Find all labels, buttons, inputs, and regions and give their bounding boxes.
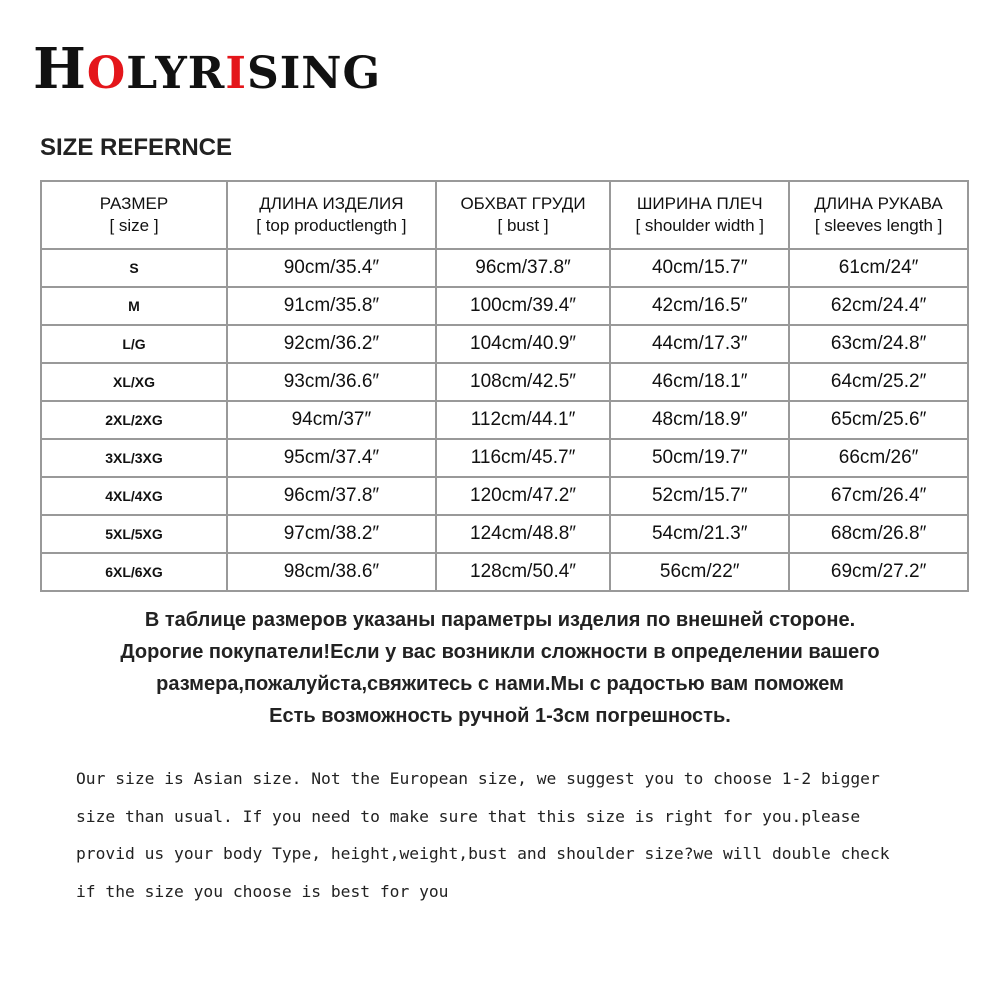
measure-cell: 44cm/17.3″ <box>610 325 789 363</box>
note-line: В таблице размеров указаны параметры изделия по внешней стороне. <box>144 609 856 631</box>
measure-cell: 98cm/38.6″ <box>227 553 436 591</box>
note-line: Есть возможность ручной 1-3см погрешность. <box>269 705 731 727</box>
measure-cell: 93cm/36.6″ <box>227 363 436 401</box>
column-header <box>436 181 610 249</box>
measure-cell: 64cm/25.2″ <box>789 363 968 401</box>
measure-cell: 96cm/37.8″ <box>227 477 436 515</box>
table-row <box>41 287 968 325</box>
table-row <box>41 401 968 439</box>
size-cell: 4XL/4XG <box>41 477 227 515</box>
measure-cell: 61cm/24″ <box>789 249 968 287</box>
page-title: SIZE REFERNCE <box>40 134 233 161</box>
note-line: provid us your body Type, height,weight,bust and shoulder size?we will double check <box>76 844 890 863</box>
measure-cell: 42cm/16.5″ <box>610 287 789 325</box>
measure-cell: 97cm/38.2″ <box>227 515 436 553</box>
measure-cell: 68cm/26.8″ <box>789 515 968 553</box>
table-row <box>41 553 968 591</box>
measure-cell: 40cm/15.7″ <box>610 249 789 287</box>
measure-cell: 112cm/44.1″ <box>436 401 610 439</box>
size-cell: 3XL/3XG <box>41 439 227 477</box>
measure-cell: 128cm/50.4″ <box>436 553 610 591</box>
header-en: [ size ] <box>109 216 159 235</box>
header-en: [ sleeves length ] <box>814 216 943 235</box>
measure-cell: 104cm/40.9″ <box>436 325 610 363</box>
measure-cell: 48cm/18.9″ <box>610 401 789 439</box>
size-cell: XL/XG <box>41 363 227 401</box>
measure-cell: 65cm/25.6″ <box>789 401 968 439</box>
note-line: Дорогие покупатели!Если у вас возникли сложности в определении вашего <box>120 641 880 663</box>
measure-cell: 69cm/27.2″ <box>789 553 968 591</box>
column-header <box>610 181 789 249</box>
logo-letter: LYR <box>126 48 226 99</box>
measure-cell: 56cm/22″ <box>610 553 789 591</box>
measure-cell: 90cm/35.4″ <box>227 249 436 287</box>
brand-logo <box>33 36 381 102</box>
header-ru: ОБХВАТ ГРУДИ <box>460 194 586 213</box>
header-ru: ШИРИНА ПЛЕЧ <box>636 194 763 213</box>
header-en: [ shoulder width ] <box>635 216 764 235</box>
note-line: размера,пожалуйста,свяжитесь с нами.Мы с радостью вам поможем <box>156 673 844 695</box>
measure-cell: 116cm/45.7″ <box>436 439 610 477</box>
measure-cell: 62cm/24.4″ <box>789 287 968 325</box>
notes-english <box>76 760 986 910</box>
header-en: [ top productlength ] <box>256 216 407 235</box>
measure-cell: 100cm/39.4″ <box>436 287 610 325</box>
note-line: if the size you choose is best for you <box>76 881 449 901</box>
measure-cell: 92cm/36.2″ <box>227 325 436 363</box>
note-line: Our size is Asian size. Not the European size, we suggest you to choose 1-2 bigger <box>76 769 880 788</box>
column-header <box>227 181 436 249</box>
note-line: size than usual. If you need to make sure that this size is right for you.please <box>76 806 861 826</box>
header-ru: РАЗМЕР <box>99 194 169 213</box>
measure-cell: 120cm/47.2″ <box>436 477 610 515</box>
header-ru: ДЛИНА ИЗДЕЛИЯ <box>259 194 404 213</box>
measure-cell: 108cm/42.5″ <box>436 363 610 401</box>
column-header <box>41 181 227 249</box>
column-header <box>789 181 968 249</box>
measure-cell: 63cm/24.8″ <box>789 325 968 363</box>
measure-cell: 54cm/21.3″ <box>610 515 789 553</box>
logo-letter: H <box>33 36 87 102</box>
measure-cell: 52cm/15.7″ <box>610 477 789 515</box>
measure-cell: 66cm/26″ <box>789 439 968 477</box>
logo-letter: O <box>86 48 127 99</box>
notes-russian <box>0 604 1000 732</box>
measure-cell: 95cm/37.4″ <box>227 439 436 477</box>
measure-cell: 46cm/18.1″ <box>610 363 789 401</box>
header-ru: ДЛИНА РУКАВА <box>814 194 943 213</box>
size-cell: 5XL/5XG <box>41 515 227 553</box>
measure-cell: 124cm/48.8″ <box>436 515 610 553</box>
measure-cell: 96cm/37.8″ <box>436 249 610 287</box>
size-cell: 6XL/6XG <box>41 553 227 591</box>
header-en: [ bust ] <box>497 216 549 235</box>
table-row <box>41 249 968 287</box>
size-cell: 2XL/2XG <box>41 401 227 439</box>
measure-cell: 50cm/19.7″ <box>610 439 789 477</box>
size-table <box>40 180 969 592</box>
measure-cell: 94cm/37″ <box>227 401 436 439</box>
logo-letter: SING <box>246 48 382 99</box>
table-row <box>41 325 968 363</box>
logo-letter: I <box>225 48 247 99</box>
size-cell: L/G <box>41 325 227 363</box>
table-row <box>41 363 968 401</box>
table-row <box>41 515 968 553</box>
table-row <box>41 439 968 477</box>
table-row <box>41 477 968 515</box>
size-cell: S <box>41 249 227 287</box>
measure-cell: 91cm/35.8″ <box>227 287 436 325</box>
size-cell: M <box>41 287 227 325</box>
measure-cell: 67cm/26.4″ <box>789 477 968 515</box>
